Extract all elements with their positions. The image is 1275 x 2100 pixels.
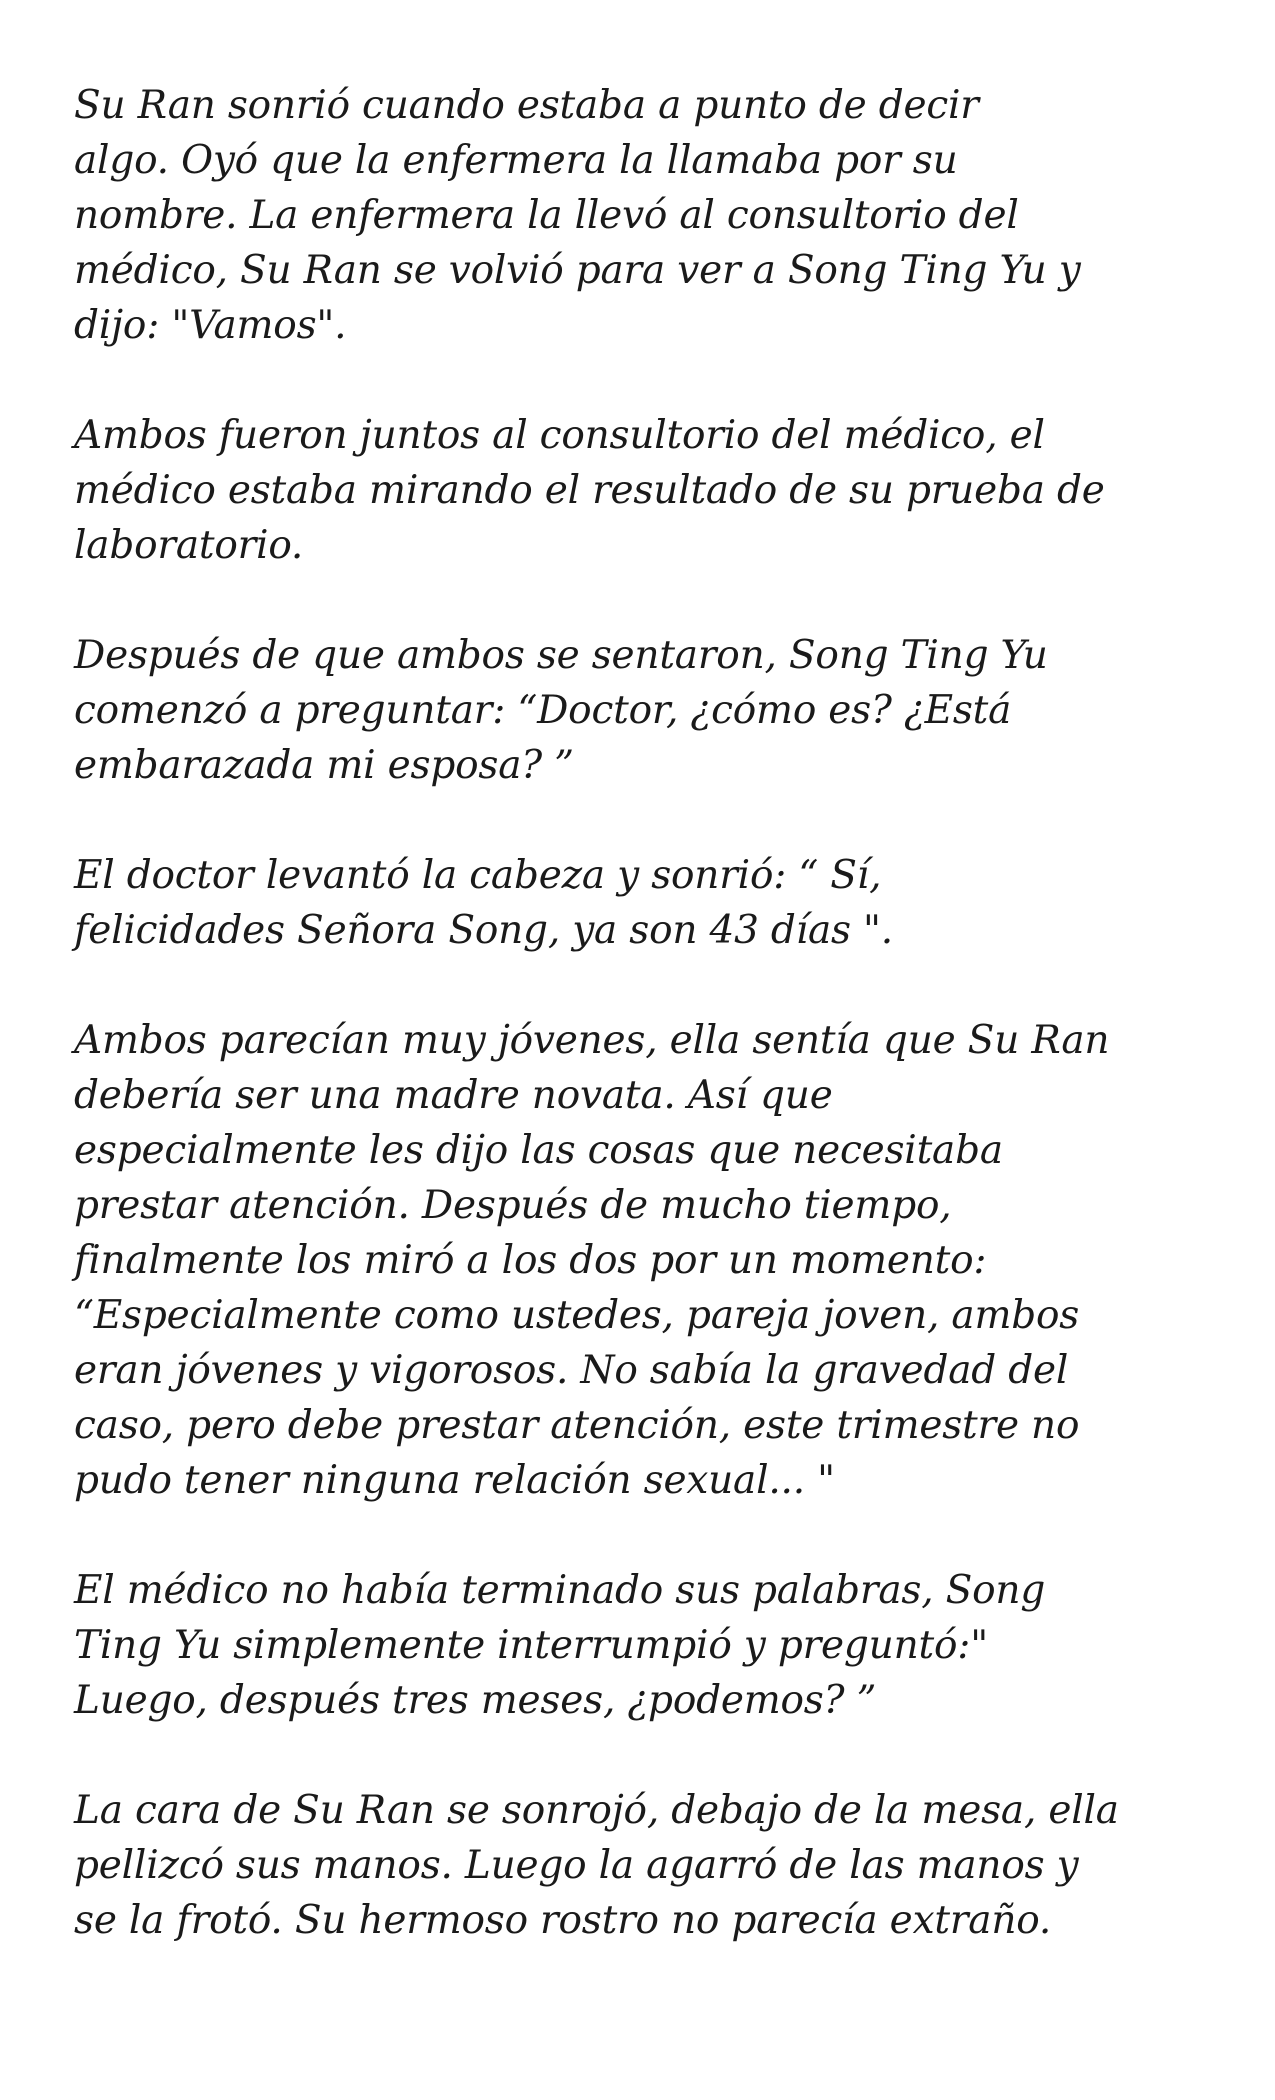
paragraph-2: Ambos fueron juntos al consultorio del médico, el médico estaba mirando el resultado de su prueba de laboratorio. [74,413,1105,568]
paragraph-3: Después de que ambos se sentaron, Song Ting Yu comenzó a preguntar: “Doctor, ¿cómo es? ¿Está embarazada mi esposa? ” [74,633,1048,788]
paragraph-5: Ambos parecían muy jóvenes, ella sentía que Su Ran debería ser una madre novata. Así que especialmente les dijo las cosas que necesitaba prestar atención. Después de mucho tiempo, finalmente los miró a los dos por un momento: “Especialmente como ustedes, pareja joven, ambos eran jóvenes y vigorosos. No sabía la gravedad del caso, pero debe prestar atención, este trimestre no pudo tener ninguna relación sexual... " [74,1018,1110,1503]
paragraph-4: El doctor levantó la cabeza y sonrió: “ Sí, felicidades Señora Song, ya son 43 días ". [74,853,893,953]
paragraph-7: La cara de Su Ran se sonrojó, debajo de la mesa, ella pellizcó sus manos. Luego la agarró de las manos y se la frotó. Su hermoso rostro no parecía extraño. [74,1788,1119,1943]
paragraph-1: Su Ran sonrió cuando estaba a punto de decir algo. Oyó que la enfermera la llamaba por su nombre. La enfermera la llevó al consultorio del médico, Su Ran se volvió para ver a Song Ting Yu y dijo: "Vamos". [74,83,1081,348]
story-text [74,78,1224,1948]
paragraph-6: El médico no había terminado sus palabras, Song Ting Yu simplemente interrumpió y preguntó:" Luego, después tres meses, ¿podemos? ” [74,1568,1046,1723]
